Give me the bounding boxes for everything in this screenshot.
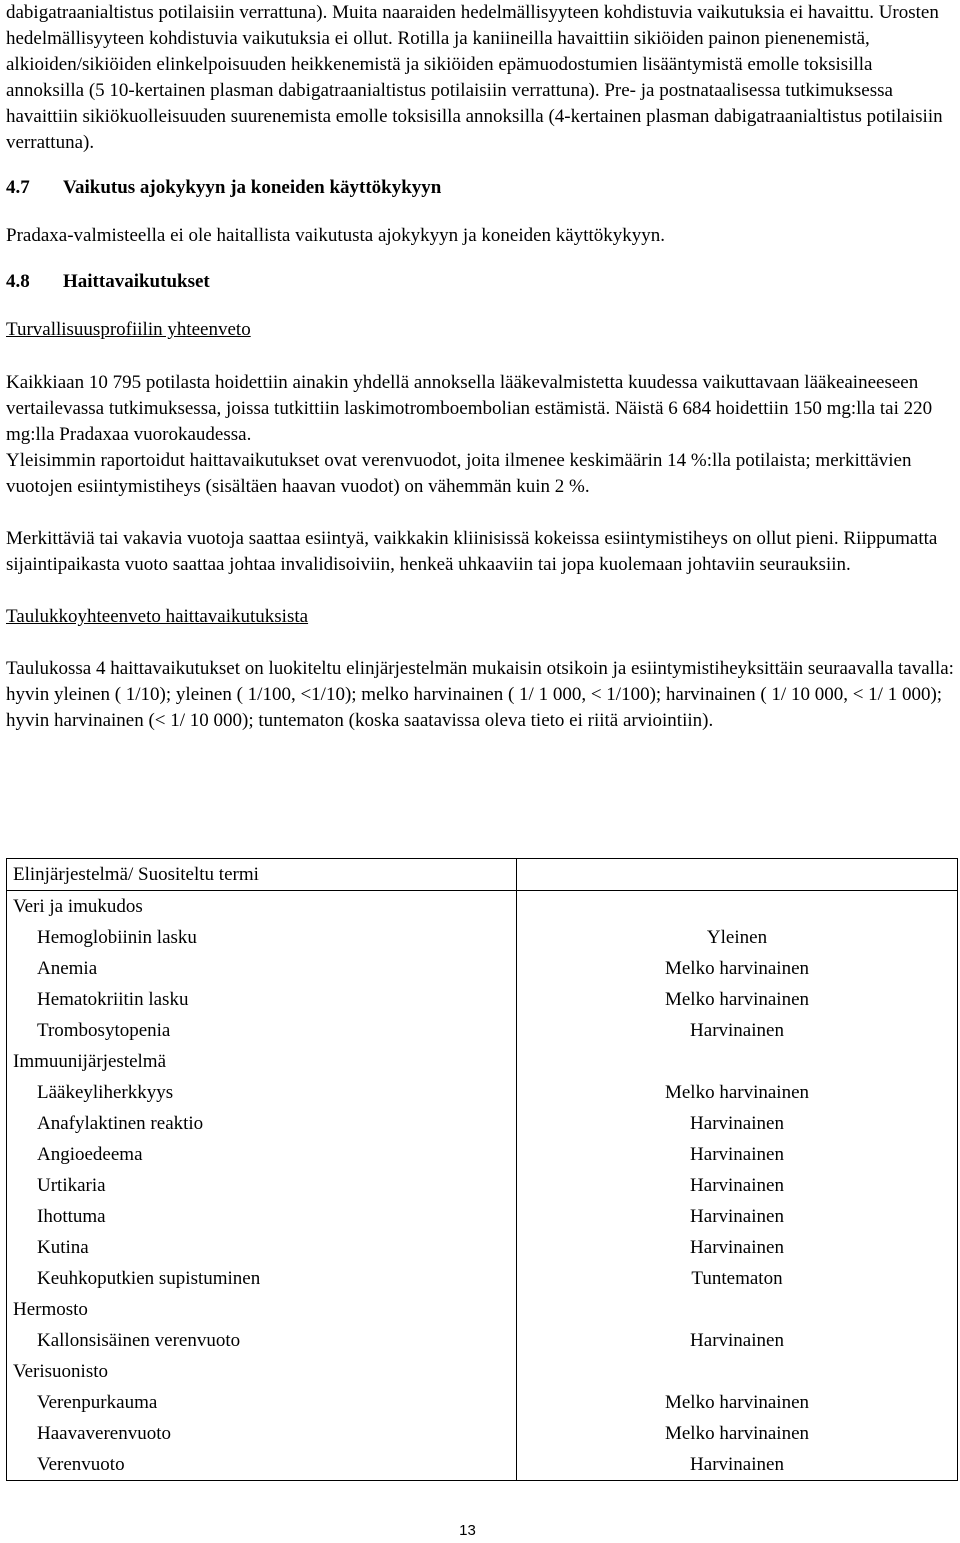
term-cell: Anemia [7,953,517,984]
term-cell: Keuhkoputkien supistuminen [7,1263,517,1294]
table-row [7,1232,958,1263]
frequency-cell [517,1046,958,1077]
term-cell: Trombosytopenia [7,1015,517,1046]
frequency-cell [517,1356,958,1387]
term-cell: Urtikaria [7,1170,517,1201]
section-4-7-body: Pradaxa-valmisteella ei ole haitallista vaikutusta ajokykyyn ja koneiden käyttökykyyn. [6,225,666,246]
table-header-row [7,859,958,891]
frequency-cell: Melko harvinainen [517,1418,958,1449]
subheading-table-summary [6,604,954,630]
frequency-cell: Yleinen [517,922,958,953]
organ-class-cell: Veri ja imukudos [7,891,517,923]
section-heading-4-8 [6,269,954,295]
table-row [7,1139,958,1170]
table-row [7,1263,958,1294]
frequency-cell: Harvinainen [517,1015,958,1046]
table-header-term: Elinjärjestelmä/ Suositeltu termi [7,859,517,891]
frequency-cell: Harvinainen [517,1232,958,1263]
frequency-cell: Melko harvinainen [517,1387,958,1418]
intro-paragraph: dabigatraanialtistus potilaisiin verrattuna). Muita naaraiden hedelmällisyyteen kohdistuvia vaikutuksia ei havaittu. Urosten hedelmällisyyteen kohdistuvia vaikutuksia ei ollut. Rotilla ja kaniineilla havaittiin sikiöiden painon pienenemistä, alkioiden/sikiöiden elinkelpoisuuden heikkenemistä ja sikiöiden epämuodostumien lisääntymistä emolle toksisilla annoksilla (5 10-kertainen plasman dabigatraanialtistus potilaisiin verrattuna). Pre- ja postnataalisessa tutkimuksessa havaittiin sikiökuolleisuuden suurenemista emolle toksisilla annoksilla (4-kertainen plasman dabigatraanialtistus potilaisiin verrattuna). [6,2,943,153]
term-cell: Verenvuoto [7,1449,517,1481]
document-page [6,0,954,734]
term-cell: Ihottuma [7,1201,517,1232]
frequency-cell: Melko harvinainen [517,953,958,984]
page-number: 13 [459,1522,476,1539]
table-row [7,922,958,953]
term-cell: Kallonsisäinen verenvuoto [7,1325,517,1356]
term-cell: Lääkeyliherkkyys [7,1077,517,1108]
subheading-text: Taulukkoyhteenveto haittavaikutuksista [6,606,309,627]
term-cell: Angioedeema [7,1139,517,1170]
table-row [7,1325,958,1356]
term-cell: Kutina [7,1232,517,1263]
table-row [7,1387,958,1418]
subheading-safety-summary: Turvallisuusprofiilin yhteenveto [6,319,251,340]
paragraph-patients: Kaikkiaan 10 795 potilasta hoidettiin ainakin yhdellä annoksella lääkevalmistetta kuudessa vaikuttavaan lääkeaineeseen vertailevassa tutkimuksessa, joissa tutkittiin laskimotromboembolian estämistä. Näistä 6 684 hoidettiin 150 mg:lla tai 220 mg:lla Pradaxaa vuorokaudessa. [6,372,933,445]
table-header-frequency [517,859,958,891]
frequency-cell: Harvinainen [517,1139,958,1170]
table-row [7,1108,958,1139]
table-row [7,953,958,984]
term-cell: Hemoglobiinin lasku [7,922,517,953]
table-category-row [7,1356,958,1387]
frequency-cell: Melko harvinainen [517,984,958,1015]
term-cell: Haavaverenvuoto [7,1418,517,1449]
frequency-cell: Harvinainen [517,1108,958,1139]
section-number: 4.8 [6,271,30,292]
frequency-cell: Harvinainen [517,1170,958,1201]
frequency-cell [517,1294,958,1325]
table-row [7,1170,958,1201]
frequency-cell: Harvinainen [517,1325,958,1356]
organ-class-cell: Hermosto [7,1294,517,1325]
table-category-row [7,891,958,923]
table-row [7,984,958,1015]
table-row [7,1077,958,1108]
organ-class-cell: Verisuonisto [7,1356,517,1387]
paragraph-serious-bleeding: Merkittäviä tai vakavia vuotoja saattaa esiintyä, vaikkakin kliinisissä kokeissa esiintymistiheys on ollut pieni. Riippumatta sijaintipaikasta vuoto saattaa johtaa invalidisoiviin, henkeä uhkaaviin tai jopa kuolemaan johtaviin seurauksiin. [6,528,938,575]
table-row [7,1015,958,1046]
frequency-cell: Tuntematon [517,1263,958,1294]
paragraph-common-reactions: Yleisimmin raportoidut haittavaikutukset ovat verenvuodot, joita ilmenee keskimäärin 14 %:lla potilaista; merkittävien vuotojen esiintymistiheys (sisältäen haavan vuodot) on vähemmän kuin 2 %. [6,450,912,497]
frequency-cell: Melko harvinainen [517,1077,958,1108]
paragraph-frequency-definitions: Taulukossa 4 haittavaikutukset on luokiteltu elinjärjestelmän mukaisin otsikoin ja esiintymistiheyksittäin seuraavalla tavalla: hyvin yleinen ( 1/10); yleinen ( 1/100, <1/10); melko harvinainen ( 1/ 1 000, < 1/100); harvinainen ( 1/ 10 000, < 1/ 1 000); hyvin harvinainen (< 1/ 10 000); tuntematon (koska saatavissa oleva tieto ei riitä arviointiin). [6,658,954,731]
table-row [7,1449,958,1481]
organ-class-cell: Immuunijärjestelmä [7,1046,517,1077]
table-row [7,1201,958,1232]
table-category-row [7,1294,958,1325]
section-title: Haittavaikutukset [63,271,210,292]
frequency-cell: Harvinainen [517,1449,958,1481]
section-heading-4-7 [6,175,954,201]
term-cell: Hematokriitin lasku [7,984,517,1015]
adverse-reactions-table [6,858,958,1481]
section-title: Vaikutus ajokykyyn ja koneiden käyttökykyyn [63,177,442,198]
frequency-cell [517,891,958,923]
table-row [7,1418,958,1449]
term-cell: Verenpurkauma [7,1387,517,1418]
term-cell: Anafylaktinen reaktio [7,1108,517,1139]
section-number: 4.7 [6,177,30,198]
frequency-cell: Harvinainen [517,1201,958,1232]
table-category-row [7,1046,958,1077]
